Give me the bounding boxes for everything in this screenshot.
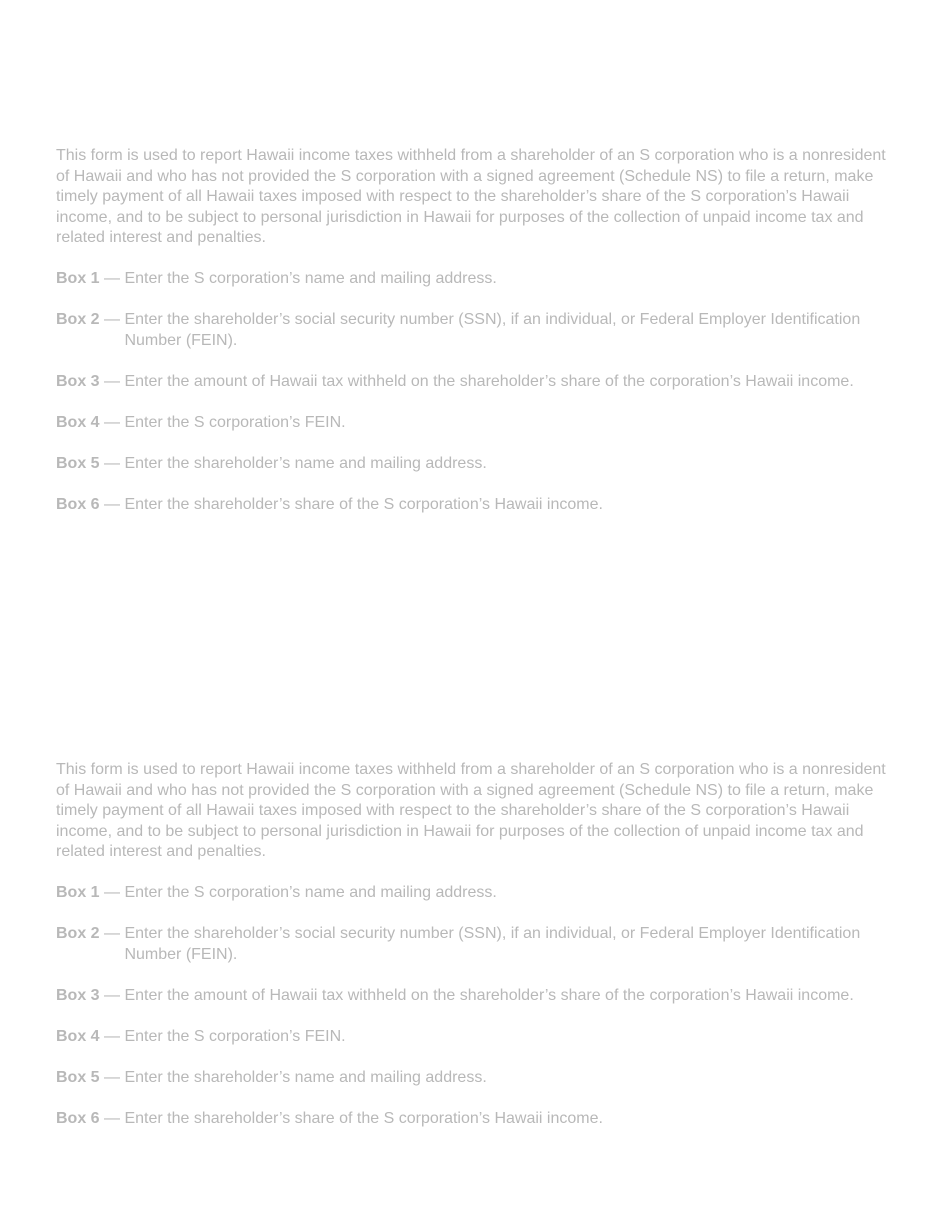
box-text: Enter the S corporation’s FEIN.: [124, 1027, 346, 1045]
box-5-instruction: [56, 454, 886, 475]
box-3-instruction: [56, 372, 886, 393]
em-dash: —: [99, 413, 125, 431]
em-dash: —: [99, 311, 125, 328]
box-label: Box 5: [56, 1068, 100, 1086]
em-dash: —: [99, 495, 125, 513]
intro-paragraph: This form is used to report Hawaii income taxes withheld from a shareholder of an S corporation who is a nonresident of Hawaii and who has not provided the S corporation with a signed agreement (Schedule NS) to file a return, make timely payment of all Hawaii taxes imposed with respect to the shareholder’s share of the S corporation’s Hawaii income, and to be subject to personal jurisdiction in Hawaii for purposes of the collection of unpaid income tax and related interest and penalties.: [56, 147, 886, 246]
box-label: Box 3: [56, 372, 100, 390]
box-label: Box 4: [56, 413, 100, 431]
box-2-instruction: [56, 924, 886, 965]
box-text: Enter the amount of Hawaii tax withheld on the shareholder’s share of the corporation’s Hawaii income.: [124, 372, 854, 390]
em-dash: —: [99, 1068, 125, 1086]
box-label: Box 2: [56, 311, 100, 328]
box-text: Enter the shareholder’s name and mailing address.: [124, 454, 487, 472]
intro-paragraph: This form is used to report Hawaii income taxes withheld from a shareholder of an S corporation who is a nonresident of Hawaii and who has not provided the S corporation with a signed agreement (Schedule NS) to file a return, make timely payment of all Hawaii taxes imposed with respect to the shareholder’s share of the S corporation’s Hawaii income, and to be subject to personal jurisdiction in Hawaii for purposes of the collection of unpaid income tax and related interest and penalties.: [56, 761, 886, 860]
em-dash: —: [99, 1027, 125, 1045]
box-label: Box 5: [56, 454, 100, 472]
em-dash: —: [99, 1109, 125, 1127]
box-text: Enter the amount of Hawaii tax withheld on the shareholder’s share of the corporation’s Hawaii income.: [124, 986, 854, 1004]
em-dash: —: [99, 884, 125, 901]
box-label: Box 3: [56, 986, 100, 1004]
box-1-instruction: [56, 883, 886, 904]
box-2-instruction: [56, 310, 886, 351]
box-label: Box 4: [56, 1027, 100, 1045]
box-5-instruction: [56, 1068, 886, 1089]
em-dash: —: [99, 372, 125, 390]
box-4-instruction: [56, 413, 886, 434]
instructions-section-top: [56, 146, 886, 536]
box-label: Box 1: [56, 270, 100, 287]
box-6-instruction: [56, 1109, 886, 1130]
box-label: Box 6: [56, 1109, 100, 1127]
em-dash: —: [99, 454, 125, 472]
box-text: Enter the shareholder’s name and mailing address.: [124, 1068, 487, 1086]
instructions-section-bottom: [56, 760, 886, 1150]
box-6-instruction: [56, 495, 886, 516]
em-dash: —: [99, 925, 125, 942]
box-text: Enter the shareholder’s share of the S corporation’s Hawaii income.: [124, 495, 603, 513]
box-1-instruction: [56, 269, 886, 290]
box-text: Enter the S corporation’s name and mailing address.: [124, 270, 497, 287]
box-3-instruction: [56, 986, 886, 1007]
box-text: Enter the shareholder’s share of the S corporation’s Hawaii income.: [124, 1109, 603, 1127]
box-label: Box 2: [56, 925, 100, 942]
box-text: Enter the shareholder’s social security number (SSN), if an individual, or Federal Employer Identification Number (FEIN).: [124, 925, 861, 963]
box-text: Enter the shareholder’s social security number (SSN), if an individual, or Federal Employer Identification Number (FEIN).: [124, 311, 861, 349]
em-dash: —: [99, 986, 125, 1004]
box-text: Enter the S corporation’s FEIN.: [124, 413, 346, 431]
box-label: Box 1: [56, 884, 100, 901]
em-dash: —: [99, 270, 125, 287]
box-text: Enter the S corporation’s name and mailing address.: [124, 884, 497, 901]
box-label: Box 6: [56, 495, 100, 513]
box-4-instruction: [56, 1027, 886, 1048]
